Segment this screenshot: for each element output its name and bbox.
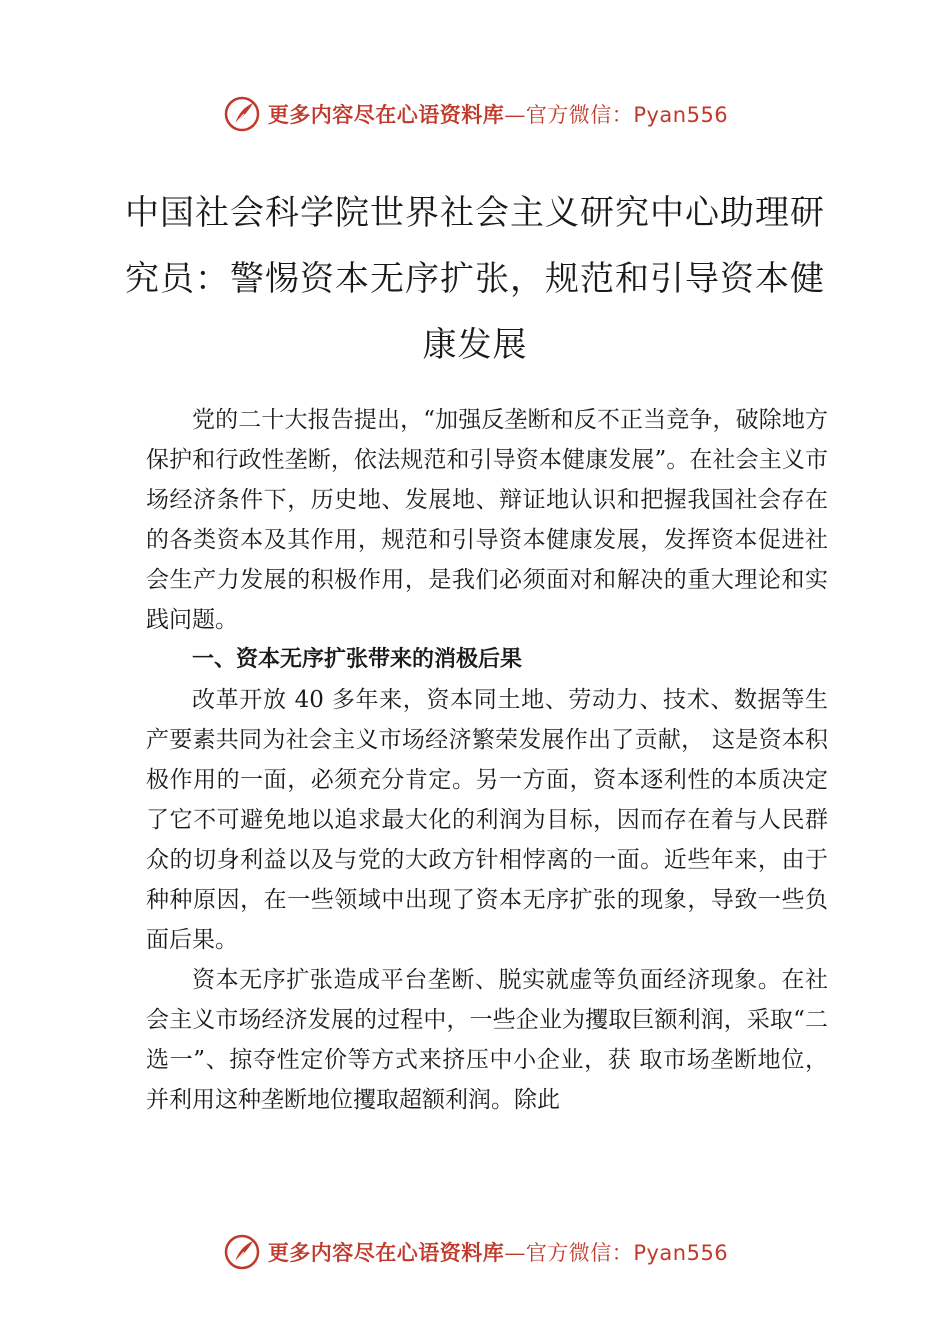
banner-wechat-id: Pyan556 (633, 1241, 729, 1265)
footer-watermark-banner (0, 1230, 950, 1274)
feather-logo-icon (222, 94, 262, 134)
banner-wechat-label: —官方微信： (504, 103, 634, 127)
banner-wechat-id: Pyan556 (633, 103, 729, 127)
banner-library-text: 更多内容尽在心语资料库 (267, 1240, 505, 1265)
banner-library-text: 更多内容尽在心语资料库 (267, 102, 505, 127)
paragraph: 资本无序扩张造成平台垄断、脱实就虚等负面经济现象。在社会主义市场经济发展的过程中，一些企业为攫取巨额利润，采取“二选一”、掠夺性定价等方式来挤压中小企业，获 取市场垄断地位，并利用这种垄断地位攫取超额利润。除此 (146, 967, 828, 1113)
paragraph: 党的二十大报告提出，“加强反垄断和反不正当竞争，破除地方保护和行政性垄断，依法规范和引导资本健康发展”。在社会主义市场经济条件下，历史地、发展地、辩证地认识和把握我国社会存在的各类资本及其作用，规范和引导资本健康发展，发挥资本促进社会生产力发展的积极作用，是我们必须面对和解决的重大理论和实践问题。 (146, 407, 828, 633)
paragraph: 改革开放 40 多年来，资本同土地、劳动力、技术、数据等生产要素共同为社会主义市场经济繁荣发展作出了贡献， 这是资本积极作用的一面，必须充分肯定。另一方面，资本逐利性的本质决定了它不可避免地以追求最大化的利润为目标，因而存在着与人民群众的切身利益以及与党的大政方针相悖离的一面。近些年来，由于种种原因，在一些领域中出现了资本无序扩张的现象，导致一些负面后果。 (146, 687, 828, 953)
document-body (146, 400, 828, 1120)
header-watermark-banner (0, 92, 950, 136)
feather-logo-icon (222, 1232, 262, 1272)
document-title: 中国社会科学院世界社会主义研究中心助理研究员：警惕资本无序扩张，规范和引导资本健康发展 (125, 193, 825, 365)
section-heading: 一、资本无序扩张带来的消极后果 (192, 647, 523, 672)
banner-wechat-label: —官方微信： (504, 1241, 634, 1265)
